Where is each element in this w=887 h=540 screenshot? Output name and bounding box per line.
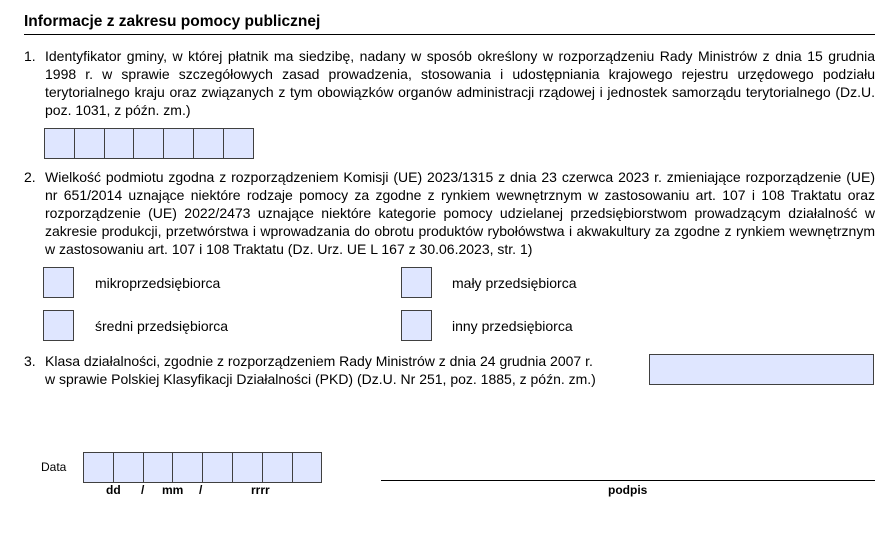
signature-label: podpis — [608, 483, 648, 497]
medium-enterprise-label: średni przedsiębiorca — [95, 318, 229, 334]
micro-enterprise-checkbox[interactable] — [43, 267, 74, 298]
small-enterprise-checkbox[interactable] — [401, 267, 432, 298]
date-cell-year-3[interactable] — [262, 452, 293, 483]
signature-line[interactable] — [381, 480, 875, 481]
date-cell-day-1[interactable] — [83, 452, 114, 483]
item-2-text: Wielkość podmiotu zgodna z rozporządzeniem Komisji (UE) 2023/1315 z dnia 23 czerwca 2023 r. zmieniające rozporządzenie (UE) nr 651/2014 uznające niektóre rodzaje pomocy za zgodne z rynkiem wewnętrznym w zastosowaniu art. 107 i 108 Traktatu oraz rozporządzenie (UE) 2022/2473 uznające niektóre kategorie pomocy udzielanej przedsiębiorstwom prowadzącym działalność w zakresie produkcji, przetwórstwa i wprowadzania do obrotu produktów rybołówstwa i akwakultury za zgodne z rynkiem wewnętrznym w zastosowaniu art. 107 i 108 Traktatu (Dz. Urz. UE L 167 z 30.06.2023, str. 1) — [45, 169, 875, 257]
date-cell-year-1[interactable] — [202, 452, 233, 483]
small-enterprise-label: mały przedsiębiorca — [452, 275, 577, 291]
municipality-id-cell-2[interactable] — [74, 128, 105, 159]
micro-enterprise-label: mikroprzedsiębiorca — [95, 275, 221, 291]
municipality-id-cell-4[interactable] — [133, 128, 164, 159]
medium-enterprise-checkbox[interactable] — [43, 310, 74, 341]
pkd-class-input[interactable] — [649, 354, 874, 385]
section-title-divider — [24, 34, 875, 35]
date-field — [83, 452, 322, 483]
date-format-yyyy: rrrr — [251, 483, 270, 497]
item-2-number: 2. — [24, 169, 36, 185]
municipality-id-cell-6[interactable] — [193, 128, 224, 159]
item-1-text: Identyfikator gminy, w której płatnik ma siedzibę, nadany w sposób określony w rozporządzeniu Rady Ministrów z dnia 15 grudnia 1998 r. w sprawie szczegółowych zasad prowadzenia, stosowania i udostępniania krajowego rejestru urzędowego podziału terytorialnego kraju oraz związanych z tym obowiązków organów administracji rządowej i jednostek samorządu terytorialnego (Dz.U. poz. 1031, z późn. zm.) — [45, 48, 875, 118]
section-title: Informacje z zakresu pomocy publicznej — [24, 13, 321, 30]
date-format-slash-1: / — [141, 483, 145, 497]
other-enterprise-checkbox[interactable] — [401, 310, 432, 341]
date-cell-year-2[interactable] — [232, 452, 263, 483]
date-cell-day-2[interactable] — [113, 452, 144, 483]
municipality-id-cell-1[interactable] — [44, 128, 75, 159]
date-cell-year-4[interactable] — [292, 452, 322, 483]
item-3-number: 3. — [24, 353, 36, 369]
item-3-text-line-2: w sprawie Polskiej Klasyfikacji Działalności (PKD) (Dz.U. Nr 251, poz. 1885, z późn. zm.) — [45, 371, 596, 387]
date-cell-month-1[interactable] — [143, 452, 173, 483]
other-enterprise-label: inny przedsiębiorca — [452, 318, 573, 334]
date-label: Data — [41, 460, 67, 474]
date-cell-month-2[interactable] — [172, 452, 203, 483]
item-3-text-line-1: Klasa działalności, zgodnie z rozporządzeniem Rady Ministrów z dnia 24 grudnia 2007 r. — [45, 353, 593, 369]
municipality-id-cell-5[interactable] — [163, 128, 194, 159]
date-format-mm: mm — [162, 483, 184, 497]
date-format-slash-2: / — [199, 483, 203, 497]
municipality-id-field — [44, 128, 254, 159]
item-1-number: 1. — [24, 48, 36, 64]
municipality-id-cell-3[interactable] — [104, 128, 134, 159]
municipality-id-cell-7[interactable] — [223, 128, 254, 159]
date-format-dd: dd — [106, 483, 121, 497]
